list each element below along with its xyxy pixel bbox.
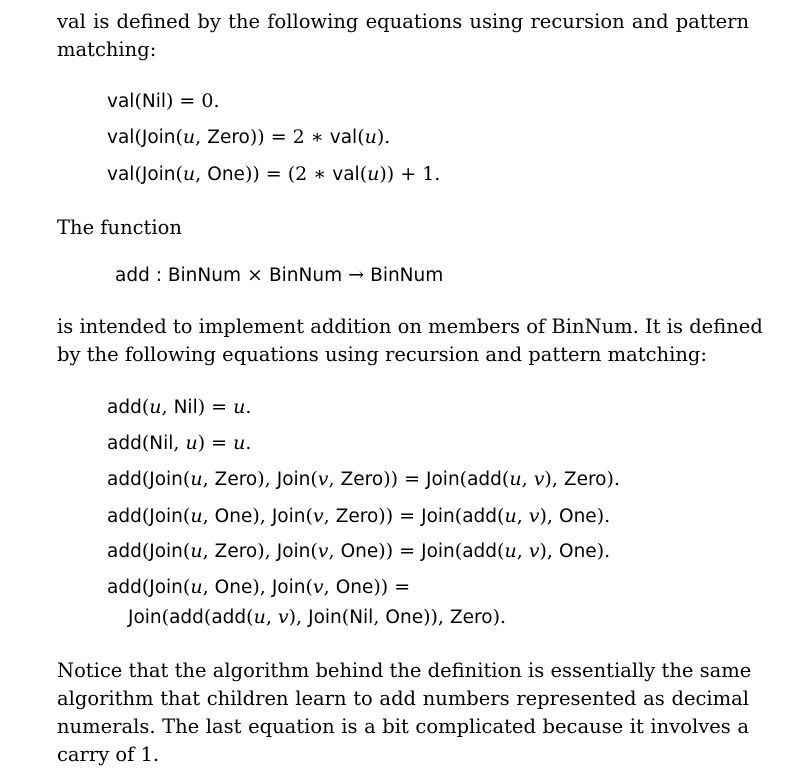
add-signature — [115, 264, 443, 287]
math-token: , — [161, 396, 174, 418]
math-token: One — [340, 541, 379, 562]
math-token: u — [190, 468, 203, 490]
math-token: val — [329, 127, 358, 148]
math-token: , — [202, 505, 215, 527]
math-token: add — [107, 433, 142, 454]
equation — [107, 396, 251, 419]
math-token: u — [185, 432, 198, 454]
math-token: u — [182, 163, 196, 185]
math-token: ), — [288, 606, 309, 628]
math-token: ). — [376, 126, 391, 148]
math-token: v — [277, 606, 289, 628]
math-token: u — [504, 505, 517, 527]
math-token: Join — [271, 506, 306, 527]
math-token: v — [528, 540, 540, 562]
equation — [107, 126, 390, 149]
math-token: ( — [454, 540, 463, 562]
math-token: Join — [128, 607, 162, 628]
math-token: add — [107, 469, 142, 490]
math-token: , — [195, 126, 208, 148]
math-token: Zero — [214, 469, 258, 490]
math-token: Join — [421, 541, 455, 562]
math-token: Nil — [349, 607, 374, 628]
math-token: add — [107, 541, 142, 562]
math-token: Zero — [340, 469, 384, 490]
math-token: ), — [539, 540, 560, 562]
text-line: algorithm that children learn to add numbers represented as decimal — [57, 687, 749, 710]
math-token: ( — [182, 576, 191, 598]
equation — [107, 540, 610, 563]
math-token: ( — [175, 126, 183, 148]
math-token: One — [214, 506, 253, 527]
math-token: BinNum — [370, 265, 444, 286]
math-token: v — [528, 505, 540, 527]
math-token: ( — [141, 468, 150, 490]
math-token: ( — [161, 606, 170, 628]
math-token: u — [190, 576, 203, 598]
intro-paragraph — [57, 8, 749, 64]
math-token: × — [240, 264, 269, 286]
math-token: u — [504, 540, 517, 562]
math-token: = (2 ∗ — [259, 163, 333, 185]
math-token: . — [245, 396, 252, 418]
math-token: Join — [426, 469, 460, 490]
math-token: ( — [305, 505, 313, 527]
text-line: is intended to implement addition on members of BinNum. It is defined — [57, 315, 763, 338]
math-token: BinNum — [268, 265, 343, 286]
math-token: ), — [252, 576, 272, 598]
math-token: . — [245, 432, 252, 454]
math-token: add — [467, 469, 502, 490]
math-token: v — [312, 576, 324, 598]
notice-paragraph — [57, 657, 752, 769]
math-token: add — [211, 607, 247, 628]
math-token: ( — [134, 90, 142, 112]
math-token: = 2 ∗ — [264, 126, 330, 148]
math-token: , — [328, 540, 341, 562]
math-token: , — [373, 606, 386, 628]
math-token: ( — [501, 468, 510, 490]
math-token: val — [107, 127, 135, 148]
math-token: ( — [134, 126, 142, 148]
math-token: add — [107, 577, 142, 598]
math-token: ( — [310, 468, 318, 490]
math-token: , — [202, 576, 215, 598]
math-token: ) = — [197, 396, 234, 418]
math-token: )) — [249, 126, 265, 148]
math-token: ), — [544, 468, 564, 490]
math-token: Nil — [141, 91, 166, 112]
math-token: u — [509, 468, 522, 490]
math-token: add — [462, 506, 498, 527]
equation — [107, 576, 410, 599]
math-token: ) = 0. — [165, 90, 220, 112]
math-token: ). — [606, 468, 620, 490]
math-token: → — [342, 264, 371, 286]
text-line: Notice that the algorithm behind the definition is essentially the same — [57, 659, 752, 682]
math-token: add — [169, 607, 204, 628]
math-token: val — [107, 91, 135, 112]
math-token: ( — [359, 163, 368, 185]
math-token: Join — [149, 506, 183, 527]
math-token: )) — [244, 163, 260, 185]
math-token: val — [332, 164, 360, 185]
math-token: , — [521, 468, 534, 490]
math-token: ). — [492, 606, 507, 628]
math-token: Join — [149, 577, 183, 598]
equation — [107, 90, 220, 113]
math-token: Nil — [173, 397, 198, 418]
math-token: ), — [252, 505, 272, 527]
math-token: ( — [141, 576, 150, 598]
math-token: One — [385, 607, 424, 628]
math-token: ), — [257, 540, 277, 562]
math-token: u — [233, 432, 246, 454]
text-line: val is defined by the following equations using recursion and pattern — [57, 10, 749, 33]
math-token: Join — [276, 469, 311, 490]
math-token: val — [107, 164, 135, 185]
math-token: Zero — [335, 506, 379, 527]
math-token: add : BinNum — [115, 265, 241, 286]
text-line: numerals. The last equation is a bit complicated because it involves a — [57, 715, 749, 738]
add-description-paragraph — [57, 313, 763, 369]
math-token: , — [516, 540, 529, 562]
math-token: v — [312, 505, 324, 527]
math-token: ( — [182, 540, 191, 562]
math-token: ( — [246, 606, 254, 628]
math-token: u — [233, 396, 246, 418]
math-token: )) + 1. — [379, 163, 441, 185]
math-token: Zero — [450, 607, 493, 628]
math-token: ( — [182, 468, 191, 490]
math-token: ( — [182, 505, 191, 527]
math-token: u — [364, 126, 377, 148]
math-token: )) = — [373, 576, 411, 598]
math-token: add — [107, 506, 142, 527]
math-token: ). — [596, 540, 611, 562]
math-token: ), — [539, 505, 560, 527]
math-token: Zero — [214, 541, 258, 562]
math-token: Join — [276, 541, 311, 562]
math-token: Join — [149, 541, 183, 562]
math-token: One — [207, 164, 245, 185]
math-token: )) = — [378, 505, 422, 527]
math-token: , — [173, 432, 186, 454]
equation — [107, 163, 440, 186]
text-line: by the following equations using recursion and pattern matching: — [57, 343, 707, 366]
math-token: u — [190, 540, 203, 562]
math-token: ) = — [197, 432, 234, 454]
math-token: Join — [271, 577, 306, 598]
equation — [128, 606, 506, 629]
math-token: u — [253, 606, 266, 628]
math-token: Nil — [149, 433, 174, 454]
math-token: Join — [141, 127, 176, 148]
text-line: carry of 1. — [57, 743, 160, 766]
math-token: ( — [203, 606, 212, 628]
math-token: One — [214, 577, 253, 598]
math-token: , — [323, 576, 336, 598]
math-token: u — [182, 126, 196, 148]
equation — [107, 468, 620, 491]
math-token: )) = — [383, 468, 427, 490]
math-token: , — [202, 540, 215, 562]
math-token: u — [367, 163, 380, 185]
math-token: v — [317, 468, 329, 490]
equation — [107, 505, 610, 528]
math-token: ( — [459, 468, 468, 490]
math-token: u — [149, 396, 162, 418]
math-token: add — [107, 397, 142, 418]
math-token: One — [559, 506, 597, 527]
math-token: , — [195, 163, 208, 185]
math-token: ( — [141, 432, 150, 454]
math-token: Zero — [207, 127, 250, 148]
math-token: v — [317, 540, 329, 562]
math-token: , — [265, 606, 278, 628]
math-token: Zero — [563, 469, 607, 490]
math-token: Join — [308, 607, 342, 628]
math-token: ( — [310, 540, 318, 562]
equation — [107, 432, 251, 455]
math-token: ), — [257, 468, 277, 490]
math-token: One — [335, 577, 374, 598]
math-token: )) = — [378, 540, 422, 562]
math-token: ( — [141, 396, 150, 418]
math-token: )), — [423, 606, 450, 628]
math-token: ( — [341, 606, 350, 628]
math-token: ( — [305, 576, 313, 598]
text-line: matching: — [57, 38, 157, 61]
math-token: Join — [149, 469, 183, 490]
math-token: u — [190, 505, 203, 527]
math-token: ( — [497, 540, 505, 562]
math-token: ( — [357, 126, 365, 148]
math-token: Join — [421, 506, 455, 527]
math-token: v — [533, 468, 545, 490]
math-token: ( — [141, 505, 150, 527]
math-token: ). — [596, 505, 611, 527]
math-token: Join — [141, 164, 176, 185]
math-token: ( — [454, 505, 463, 527]
math-token: , — [202, 468, 215, 490]
math-token: ( — [134, 163, 142, 185]
math-token: One — [559, 541, 597, 562]
math-token: , — [323, 505, 336, 527]
math-token: , — [516, 505, 529, 527]
math-token: ( — [497, 505, 505, 527]
math-token: add — [462, 541, 498, 562]
math-token: ( — [141, 540, 150, 562]
math-token: ( — [175, 163, 183, 185]
function-intro: The function — [57, 216, 182, 239]
math-token: , — [328, 468, 341, 490]
